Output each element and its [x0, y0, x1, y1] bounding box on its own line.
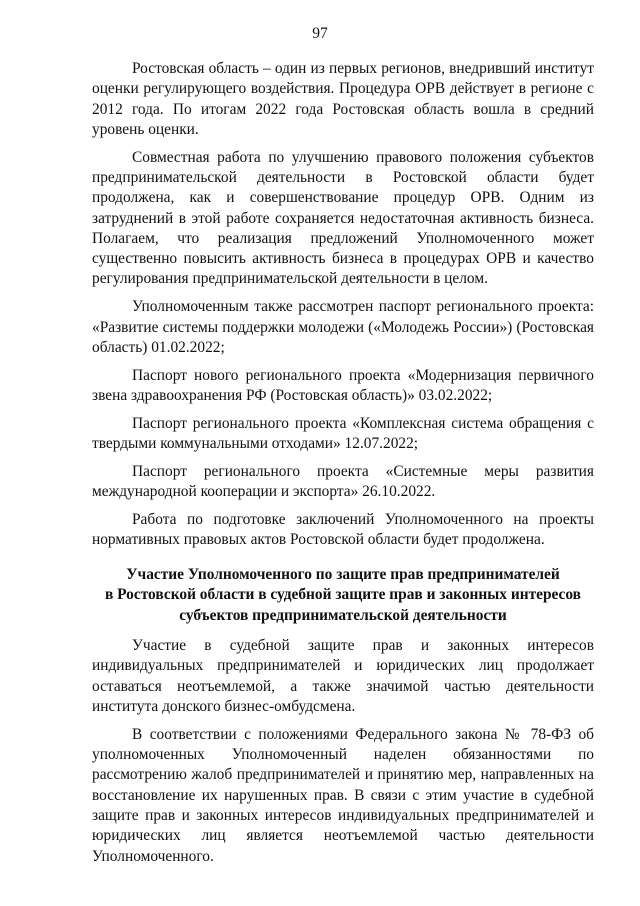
paragraph-federal-law: В соответствии с положениями Федерального закона № 78-ФЗ об уполномоченных Уполномоченный наделен обязанностями по рассмотрению жалоб предпринимателей и принятию мер, направленных на восстановление их нарушенных прав. В связи с этим участие в судебной защите прав и законных интересов индивидуальных предпринимателей и юридических лиц является неотъемлемой частью деятельности Уполномоченного.: [92, 725, 594, 865]
paragraph-judicial-participation: Участие в судебной защите прав и законных интересов индивидуальных предпринимателей и юридических лиц продолжает оставаться неотъемлемой, а также значимой частью деятельности института донского бизнес-омбудсмена.: [92, 637, 594, 715]
section-heading: [92, 565, 594, 627]
paragraph-passport-youth: Уполномоченным также рассмотрен паспорт регионального проекта: «Развитие системы поддержки молодежи («Молодежь России») (Ростовская область) 01.02.2022;: [92, 298, 594, 356]
paragraph-conclusions-work: Работа по подготовке заключений Уполномоченного на проекты нормативных правовых актов Ростовской области будет продолжена.: [92, 510, 594, 549]
paragraph-orv-cooperation: Совместная работа по улучшению правового положения субъектов предпринимательской деятельности в Ростовской области будет продолжена, как и совершенствование процедур ОРВ. Одним из затруднений в этой работе сохраняется недостаточная активность бизнеса. Полагаем, что реализация предложений Уполномоченного может существенно повысить активность бизнеса в процедурах ОРВ и качество регулирования предпринимательской деятельности в целом.: [92, 148, 594, 288]
section-heading-line: в Ростовской области в судебной защите прав и законных интересов: [105, 586, 581, 604]
page-number: 97: [312, 25, 328, 42]
section-heading-line: субъектов предпринимательской деятельности: [179, 606, 507, 624]
section-heading-line: Участие Уполномоченного по защите прав предпринимателей: [126, 565, 560, 583]
paragraph-passport-healthcare: Паспорт нового регионального проекта «Модернизация первичного звена здравоохранения РФ (Ростовская область)» 03.02.2022;: [92, 366, 594, 404]
page-body: [92, 59, 594, 874]
paragraph-passport-waste: Паспорт регионального проекта «Комплексная система обращения с твердыми коммунальными отходами» 12.07.2022;: [92, 414, 594, 453]
paragraph-passport-export: Паспорт регионального проекта «Системные меры развития международной кооперации и экспорта» 26.10.2022.: [92, 462, 594, 501]
paragraph-orv-intro: Ростовская область – один из первых регионов, внедривший институт оценки регулирующего воздействия. Процедура ОРВ действует в регионе с 2012 года. По итогам 2022 года Ростовская область вошла в средний уровень оценки.: [92, 60, 594, 138]
